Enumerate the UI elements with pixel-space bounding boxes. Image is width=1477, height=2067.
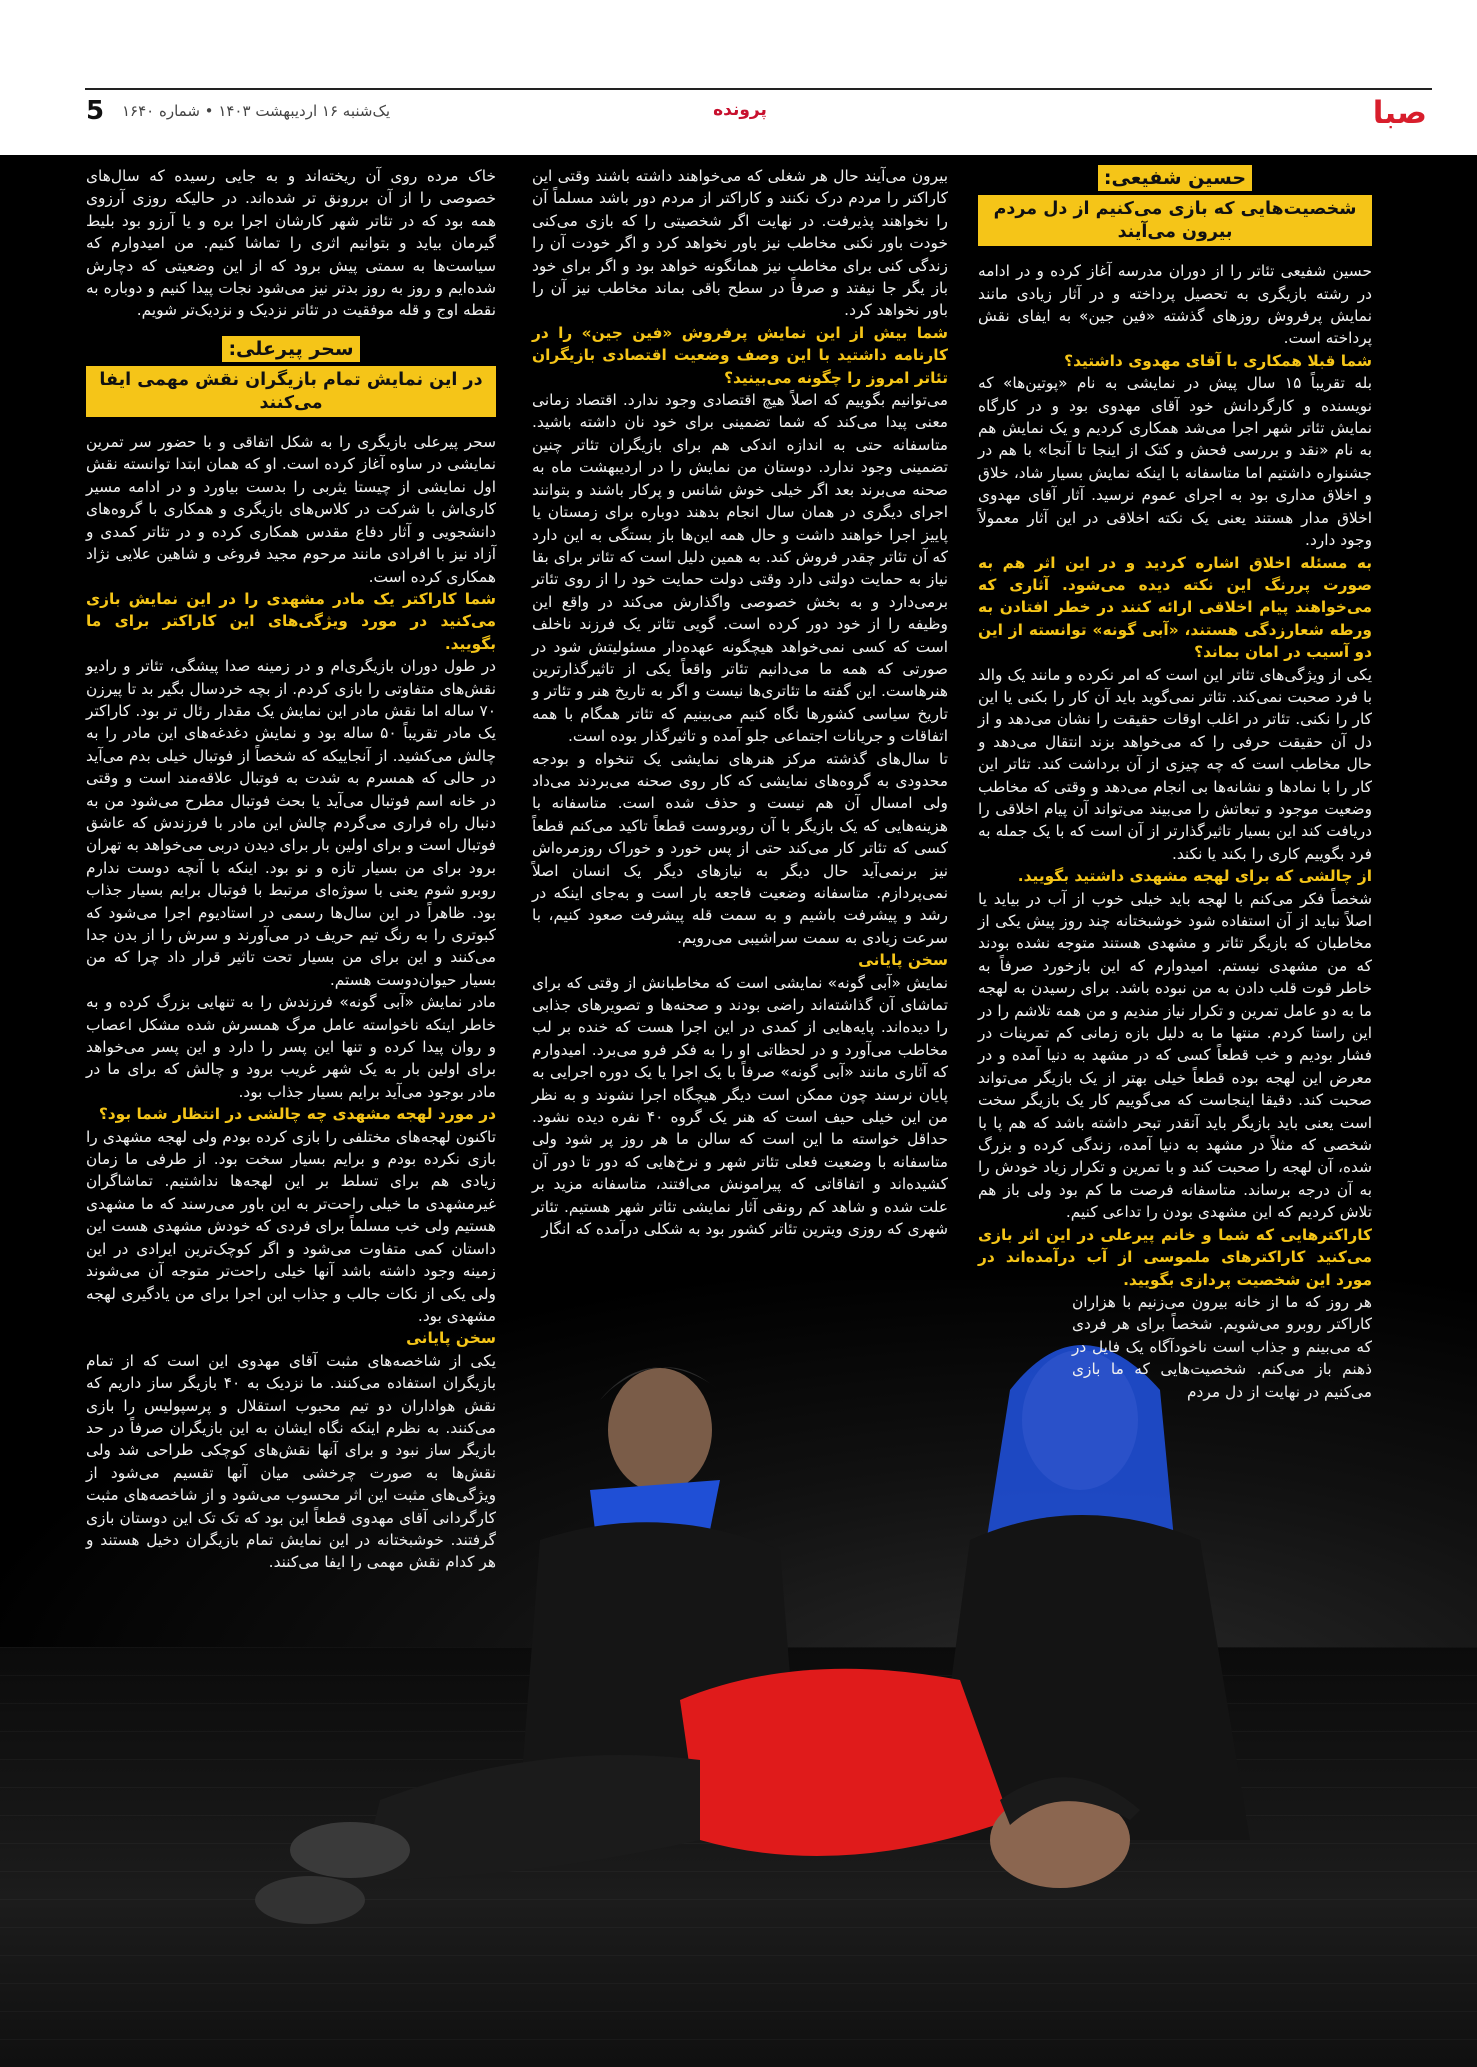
page-number: 5	[86, 96, 105, 126]
paragraph: بیرون می‌آیند حال هر شغلی که می‌خواهند داشته باشند وقتی این کاراکتر را مردم درک نکنند و کاراکتر از مردم دور باشد مسلماً آن را نخواهند پذیرفت. در نهایت اگر شخصیتی را که بازی می‌کنی خودت باور نکنی مخاطب نیز باور نخواهد کرد و اگر خودت آن را زندگی کنی برای مخاطب نیز همانگونه خواهد بود و اگر برای خود باز یگر جا نیفتد و صرفاً در سطح باقی بماند مخاطب نیز آن را باور نخواهد کرد.	[532, 167, 948, 320]
question: از چالشی که برای لهجه مشهدی داشتید بگویید.	[1017, 867, 1372, 886]
paragraph: شخصاً فکر می‌کنم با لهجه باید خیلی خوب از آب در بیاید یا اصلاً نباید از آن استفاده شود خوشبختانه چند روز پیش یکی از مخاطبان که بازیگر تئاتر و مشهدی هستند متوجه نشده بودند که من مشهدی نیستم. امیدوارم که این بازخورد صرفاً به خاطر قوت قلب دادن به من نبوده باشد. برای رسیدن به لهجه ما به دو عامل تمرین و تکرار نیاز مندیم و من همه تلاشم را در این راستا کردم. منتها ما به دلیل بازه زمانی کم تمرینات در فشار بودیم و خب قطعاً کسی که در مشهد به دنیا آمده و در معرض این لهجه بوده قطعاً خیلی بهتر از یک بازیگر می‌تواند صحبت کند. دقیقا اینجاست که می‌گوییم کار یک بازیگر سخت است یعنی باید بازیگر باید آنقدر تبحر داشته باشد که هم پا با شخصی که مثلاً در مشهد به دنیا آمده، زندگی کرده و بزرگ شده، آن لهجه را صحبت کند و با تمرین و تکرار زیاد خودش را به آن درجه برساند. متاسفانه فرصت ما کم بود ولی باز هم تلاش کردیم که این مشهدی بودن را تداعی کنیم.	[978, 889, 1372, 1222]
paragraph: یکی از ویژگی‌های تئاتر این است که امر نکرده و مانند یک والد با فرد صحبت نمی‌کند. تئاتر نمی‌گوید باید آن کار را بکنی یا این کار را نکنی. تئاتر در اغلب اوقات حقیقت را نشان می‌دهد و از دل آن حقیقت حرفی را که می‌خواهد بزند انتقال می‌دهد و حال مخاطب است که چه چیزی از آن برداشت کند. تئاتر این کار را با نمادها و نشانه‌ها بی انجام می‌دهد و وقتی که مخاطب وضعیت موجود و تبعاتش را می‌بیند می‌تواند آن پیام اخلاقی را دریافت کند این بسیار تاثیرگذارتر از آن است که با یک جمله به فرد بگوییم کاری را بکند یا نکند.	[978, 665, 1372, 863]
paragraph: نمایش «آبی گونه» نمایشی است که مخاطبانش از وقتی که برای تماشای آن گذاشته‌اند راضی بودند و صحنه‌ها و تصویرهای جذابی را دیده‌اند. پایه‌هایی از کمدی در این اجرا هست که خنده بر لب مخاطب می‌آورد و در لحظاتی او را به فکر فرو می‌برد. امیدوارم که آثاری مانند «آبی گونه» صرفاً با یک اجرا یا یک دوره اجرایی به پایان نرسند چون ممکن است دیگر هیچگاه اجرا نشوند و به نظر من این خیلی حیف است که هنر یک گروه ۴۰ نفره دیده نشود. حداقل خواسته ما این است که سالن ما هر روز پر شود ولی متاسفانه با وضعیت فعلی تئاتر شهر و نرخ‌هایی که دور تا دور آن کشیده‌اند و اتفاقاتی که پیرامونش می‌افتند، متاسفانه مزید بر علت شده و شاهد کم رونقی آثار نمایشی تئاتر شهر هستیم. تئاتر شهری که روزی ویترین تئاتر کشور بود به شکلی درآمده که انگار	[532, 973, 948, 1239]
question: به مسئله اخلاق اشاره کردید و در این اثر هم به صورت پررنگ این نکته دیده می‌شود. آثاری که می‌خواهند پیام اخلاقی ارائه کنند در خطر افتادن به ورطه شعارزدگی هستند، «آبی گونه» توانسته از این دو آسیب در امان بماند؟	[978, 553, 1372, 662]
headline-block	[978, 165, 1372, 260]
question: شما بیش از این نمایش پرفروش «فین جین» را در کارنامه داشتید با این وصف وضعیت اقتصادی بازیگران تئاتر امروز را چگونه می‌بینید؟	[532, 323, 948, 387]
question: شما کاراکتر یک مادر مشهدی را در این نمایش بازی می‌کنید در مورد ویژگی‌های این کاراکتر برای ما بگویید.	[86, 589, 496, 653]
paragraph: مادر نمایش «آبی گونه» فرزندش را به تنهایی بزرگ کرده و به خاطر اینکه ناخواسته عامل مرگ همسرش شده مشکل اعصاب و روان پیدا کرده و تنها این پسر را دارد و این پسر می‌خواهد برای اولین بار به یک شهر غریب برود و چالش که برای ما در مادر بوجود می‌آید برایم بسیار جذاب بود.	[86, 993, 496, 1101]
paragraph: می‌توانیم بگوییم که اصلاً هیچ اقتصادی وجود ندارد. اقتصاد زمانی معنی پیدا می‌کند که شما تضمینی برای خود نان داشته باشید. متاسفانه حتی به اندازه اندکی هم برای بازیگران تئاتر چنین تضمینی وجود ندارد. دوستان من نمایش را در اردیبهشت ماه به صحنه می‌برند بعد اگر خیلی خوش شانس و پرکار باشند و بتوانند اجرای دیگری در همان سال انجام بدهند دوباره برای زمستان یا پاییز اجرا خواهند داشت و حال همه این‌ها باز بستگی به این دارد که آن تئاتر چقدر فروش کند. به همین دلیل است که تئاتر برای بقا نیاز به حمایت دولتی دارد وقتی دولت حمایت خود را از روی تئاتر برمی‌دارد و به بخش خصوصی واگذارش می‌کند در واقع این وظیفه را از خود دور کرده است. گویی تئاتر یک فرزند ناخلف است که کسی نمی‌خواهد هیچگونه عهده‌دار مسئولیتش شود در صورتی که همه ما می‌دانیم تئاتر واقعاً یکی از تاثیرگذارترین هنرهاست. این گفته ما تئاتری‌ها نیست و اگر به تاریخ هنر و تئاتر و تاریخ سیاسی کشورها نگاه کنیم می‌بینیم که تئاتر همگام با همه اتفاقات و جریانات اجتماعی جلو آمده و تاثیرگذار بوده است.	[532, 391, 948, 746]
newspaper-logo	[1327, 94, 1427, 134]
spacer	[86, 322, 496, 336]
paragraph: تاکنون لهجه‌های مختلفی را بازی کرده بودم ولی لهجه مشهدی را بازی نکرده بودم و برایم بسیار سخت بود. از طرفی ما زمان زیادی هم برای تسلط بر این لهجه‌ها نداشتیم. تماشاگران غیرمشهدی ما خیلی راحت‌تر به این باور می‌رسند که ما مشهدی هستیم ولی خب مسلماً برای فردی که خودش مشهدی هست این داستان کمی متفاوت می‌شود و اگر کوچک‌ترین ایرادی در این زمینه وجود داشته باشد آنها خیلی راحت‌تر متوجه آن می‌شوند ولی یکی از نکات جالب و جذاب این اجرا برای من یادگیری لهجه مشهدی بود.	[86, 1127, 496, 1325]
sneaker	[290, 1822, 410, 1878]
masthead	[0, 0, 1477, 155]
paragraph: سحر پیرعلی بازیگری را به شکل اتفاقی و با حضور سر تمرین نمایشی در ساوه آغاز کرده است. او که همان ابتدا توانسته نقش اول نمایشی از چیستا یثربی را بدست بیاورد و در ادامه مسیر کاری‌اش با شرکت در کلاس‌های بازیگری و همکاری با گروه‌های دانشجویی و آثار دفاع مقدس همکاری کرده و در تئاتر کمدی و آزاد نیز با افرادی مانند مرحوم مجید فروغی و شاهین علایی نژاد همکاری کرده است.	[86, 433, 496, 586]
issue-info: یک‌شنبه ۱۶ اردیبهشت ۱۴۰۳ • شماره ۱۶۴۰	[122, 102, 391, 120]
sneaker	[255, 1876, 365, 1924]
paragraph: بله تقریباً ۱۵ سال پیش در نمایشی به نام «پوتین‌ها» که نویسنده و کارگردانش خود آقای مهدوی بود و در کارگاه نمایش تئاتر شهر اجرا می‌شد همکاری کردیم و یک نمایش هم به نام «نقد و بررسی فحش و کتک از اینجا تا آنجا» با هم در جشنواره داشتیم اما متاسفانه با اینکه نمایش بسیار شاد، خلاق و اخلاق مداری بود به اجرای عموم نرسید. آثار آقای مهدوی اخلاق مدار هستند یعنی یک نکته اخلاقی در این آثار معمولاً وجود دارد.	[978, 374, 1372, 550]
actor-lying-legs	[360, 1755, 700, 1880]
actor-lying-red-hoodie	[680, 1669, 1010, 1856]
question: شما قبلا همکاری با آقای مهدوی داشتید؟	[1064, 351, 1372, 370]
actor-left-head	[608, 1368, 712, 1492]
column-middle	[532, 165, 948, 1241]
paragraph: تا سال‌های گذشته مرکز هنرهای نمایشی یک تنخواه و بودجه محدودی به گروه‌های نمایشی که کار روی صحنه می‌بردند می‌داد ولی امسال آن هم نیست و حذف شده است. متاسفانه با هزینه‌هایی که یک بازیگر با آن روبروست قطعاً تاکید می‌کنم قطعاً کسی که تئاتر کار می‌کند حتی از پس خورد و خوراک روزمره‌اش نیز برنمی‌آید حال دیگر به نیازهای دیگر یک انسان اصلاً نمی‌پردازم. متاسفانه وضعیت فاجعه بار است و به‌جای اینکه در رشد و پیشرفت باشیم و به سمت قله پیشرفت صعود کنیم، با سرعت زیادی به سمت سراشیبی می‌رویم.	[532, 749, 948, 947]
subheading: سخن پایانی	[406, 1329, 496, 1348]
headline: در این نمایش تمام بازیگران نقش مهمی ایفا می‌کنند	[86, 366, 496, 417]
paragraph: هر روز که ما از خانه بیرون می‌زنیم با هزاران کاراکتر روبرو می‌شویم. شخصاً برای هر فردی که می‌بینم و جذاب است ناخودآگاه یک فایل در ذهنم باز می‌کنم. شخصیت‌هایی که ما بازی می‌کنیم در نهایت از دل مردم	[1072, 1292, 1372, 1401]
headline-block	[86, 336, 496, 431]
interviewee-name: سحر پیرعلی:	[222, 336, 359, 362]
column-pirali	[86, 165, 496, 1574]
section-name: پرونده	[713, 100, 767, 120]
paragraph: حسین شفیعی تئاتر را از دوران مدرسه آغاز کرده و در ادامه در رشته بازیگری به تحصیل پرداخته و در آثار زیادی مانند نمایش پرفروش روزهای گذشته «فین جین» به ایفای نقش پرداخته است.	[978, 262, 1372, 348]
masthead-rule	[85, 88, 1432, 90]
interviewee-name: حسین شفیعی:	[1098, 165, 1252, 191]
column-shafiei	[978, 165, 1372, 1403]
subheading: سخن پایانی	[858, 951, 948, 970]
paragraph: خاک مرده روی آن ریخته‌اند و به جایی رسیده که سال‌های خصوصی را از آن بررونق تر شده‌اند. در حالیکه روزی آرزوی همه بود که در تئاتر شهر کارشان اجرا بره و یا آرزو بود بلیط گیرمان بیاید و بتوانیم اثری را تماشا کنیم. من امیدوارم که سیاست‌ها به سمتی پیش برود که از این وضعیتی که دچارش شده‌ایم و روز به روز بدتر نیز می‌شود نجات پیدا کنیم و دوباره به نقطه اوج و قله موفقیت در تئاتر نزدیک و نزدیک‌تر شویم.	[86, 167, 496, 320]
paragraph: در طول دوران بازیگری‌ام و در زمینه صدا پیشگی، تئاتر و رادیو نقش‌های متفاوتی را بازی کردم. از بچه خردسال بگیر بد تا پیرزن ۷۰ ساله اما نقش مادر این نمایش یک مقدار رئال تر بود. کاراکتر یک مادر تقریباً ۵۰ ساله بود و نمایش دغدغه‌های این مادر را به چالش می‌کشید. از آنجاییکه که شخصاً از فوتبال خیلی بدم می‌آید در حالی که همسرم به شدت به فوتبال علاقه‌مند است و وقتی در خانه اسم فوتبال می‌آید یا بحث فوتبال مطرح می‌شود من به دنبال راه فراری می‌گردم چالش این مادر با فرزندش که عاشق فوتبال است و برای اولین بار برای دیدن دربی می‌خواهد به تهران برود برای من بسیار تازه و نو بود. اینکه با آنچه دوست ندارم روبرو شوم یعنی با سوژه‌ای مرتبط با فوتبال برایم بسیار جذاب بود. ظاهراً در این سال‌ها رسمی در استادیوم اجرا می‌شود که کبوتری را به رنگ تیم حریف در می‌آورند و سرش را از بدن جدا می‌کنند و این برای من بسیار تحت تاثیر قرار داد چرا که من بسیار حیوان‌دوست هستم.	[86, 657, 496, 989]
headline: شخصیت‌هایی که بازی می‌کنیم از دل مردم بیرون می‌آیند	[978, 195, 1372, 246]
logo-text: صبا	[1372, 95, 1427, 131]
paragraph: یکی از شاخصه‌های مثبت آقای مهدوی این است که از تمام بازیگران استفاده می‌کنند. ما نزدیک به ۴۰ بازیگر ساز داریم که نقش هواداران دو تیم محبوب استقلال و پرسپولیس را بازی می‌کنند. به نظرم اینکه نگاه ایشان به این بازیگران صرفاً در حد بازیگر ساز نبود و برای آنها نقش‌های کوچکی طراحی شد ولی نقش‌ها به صورت چرخشی میان آنها تقسیم می‌شود از ویژگی‌های مثبت این اثر محسوب می‌شود و از شاخصه‌های مثبت کارگردانی آقای مهدوی قطعاً این بود که تک تک این دوستان بازی گرفتند. خوشبختانه در این نمایش تمام بازیگران دخیل هستند و هر کدام نقش مهمی را ایفا می‌کنند.	[86, 1351, 496, 1572]
question: کاراکترهایی که شما و خانم پیرعلی در این اثر بازی می‌کنید کاراکترهای ملموسی از آب درآمده‌اند در مورد این شخصیت پردازی بگویید.	[978, 1225, 1372, 1289]
question: در مورد لهجه مشهدی چه چالشی در انتظار شما بود؟	[98, 1105, 496, 1124]
